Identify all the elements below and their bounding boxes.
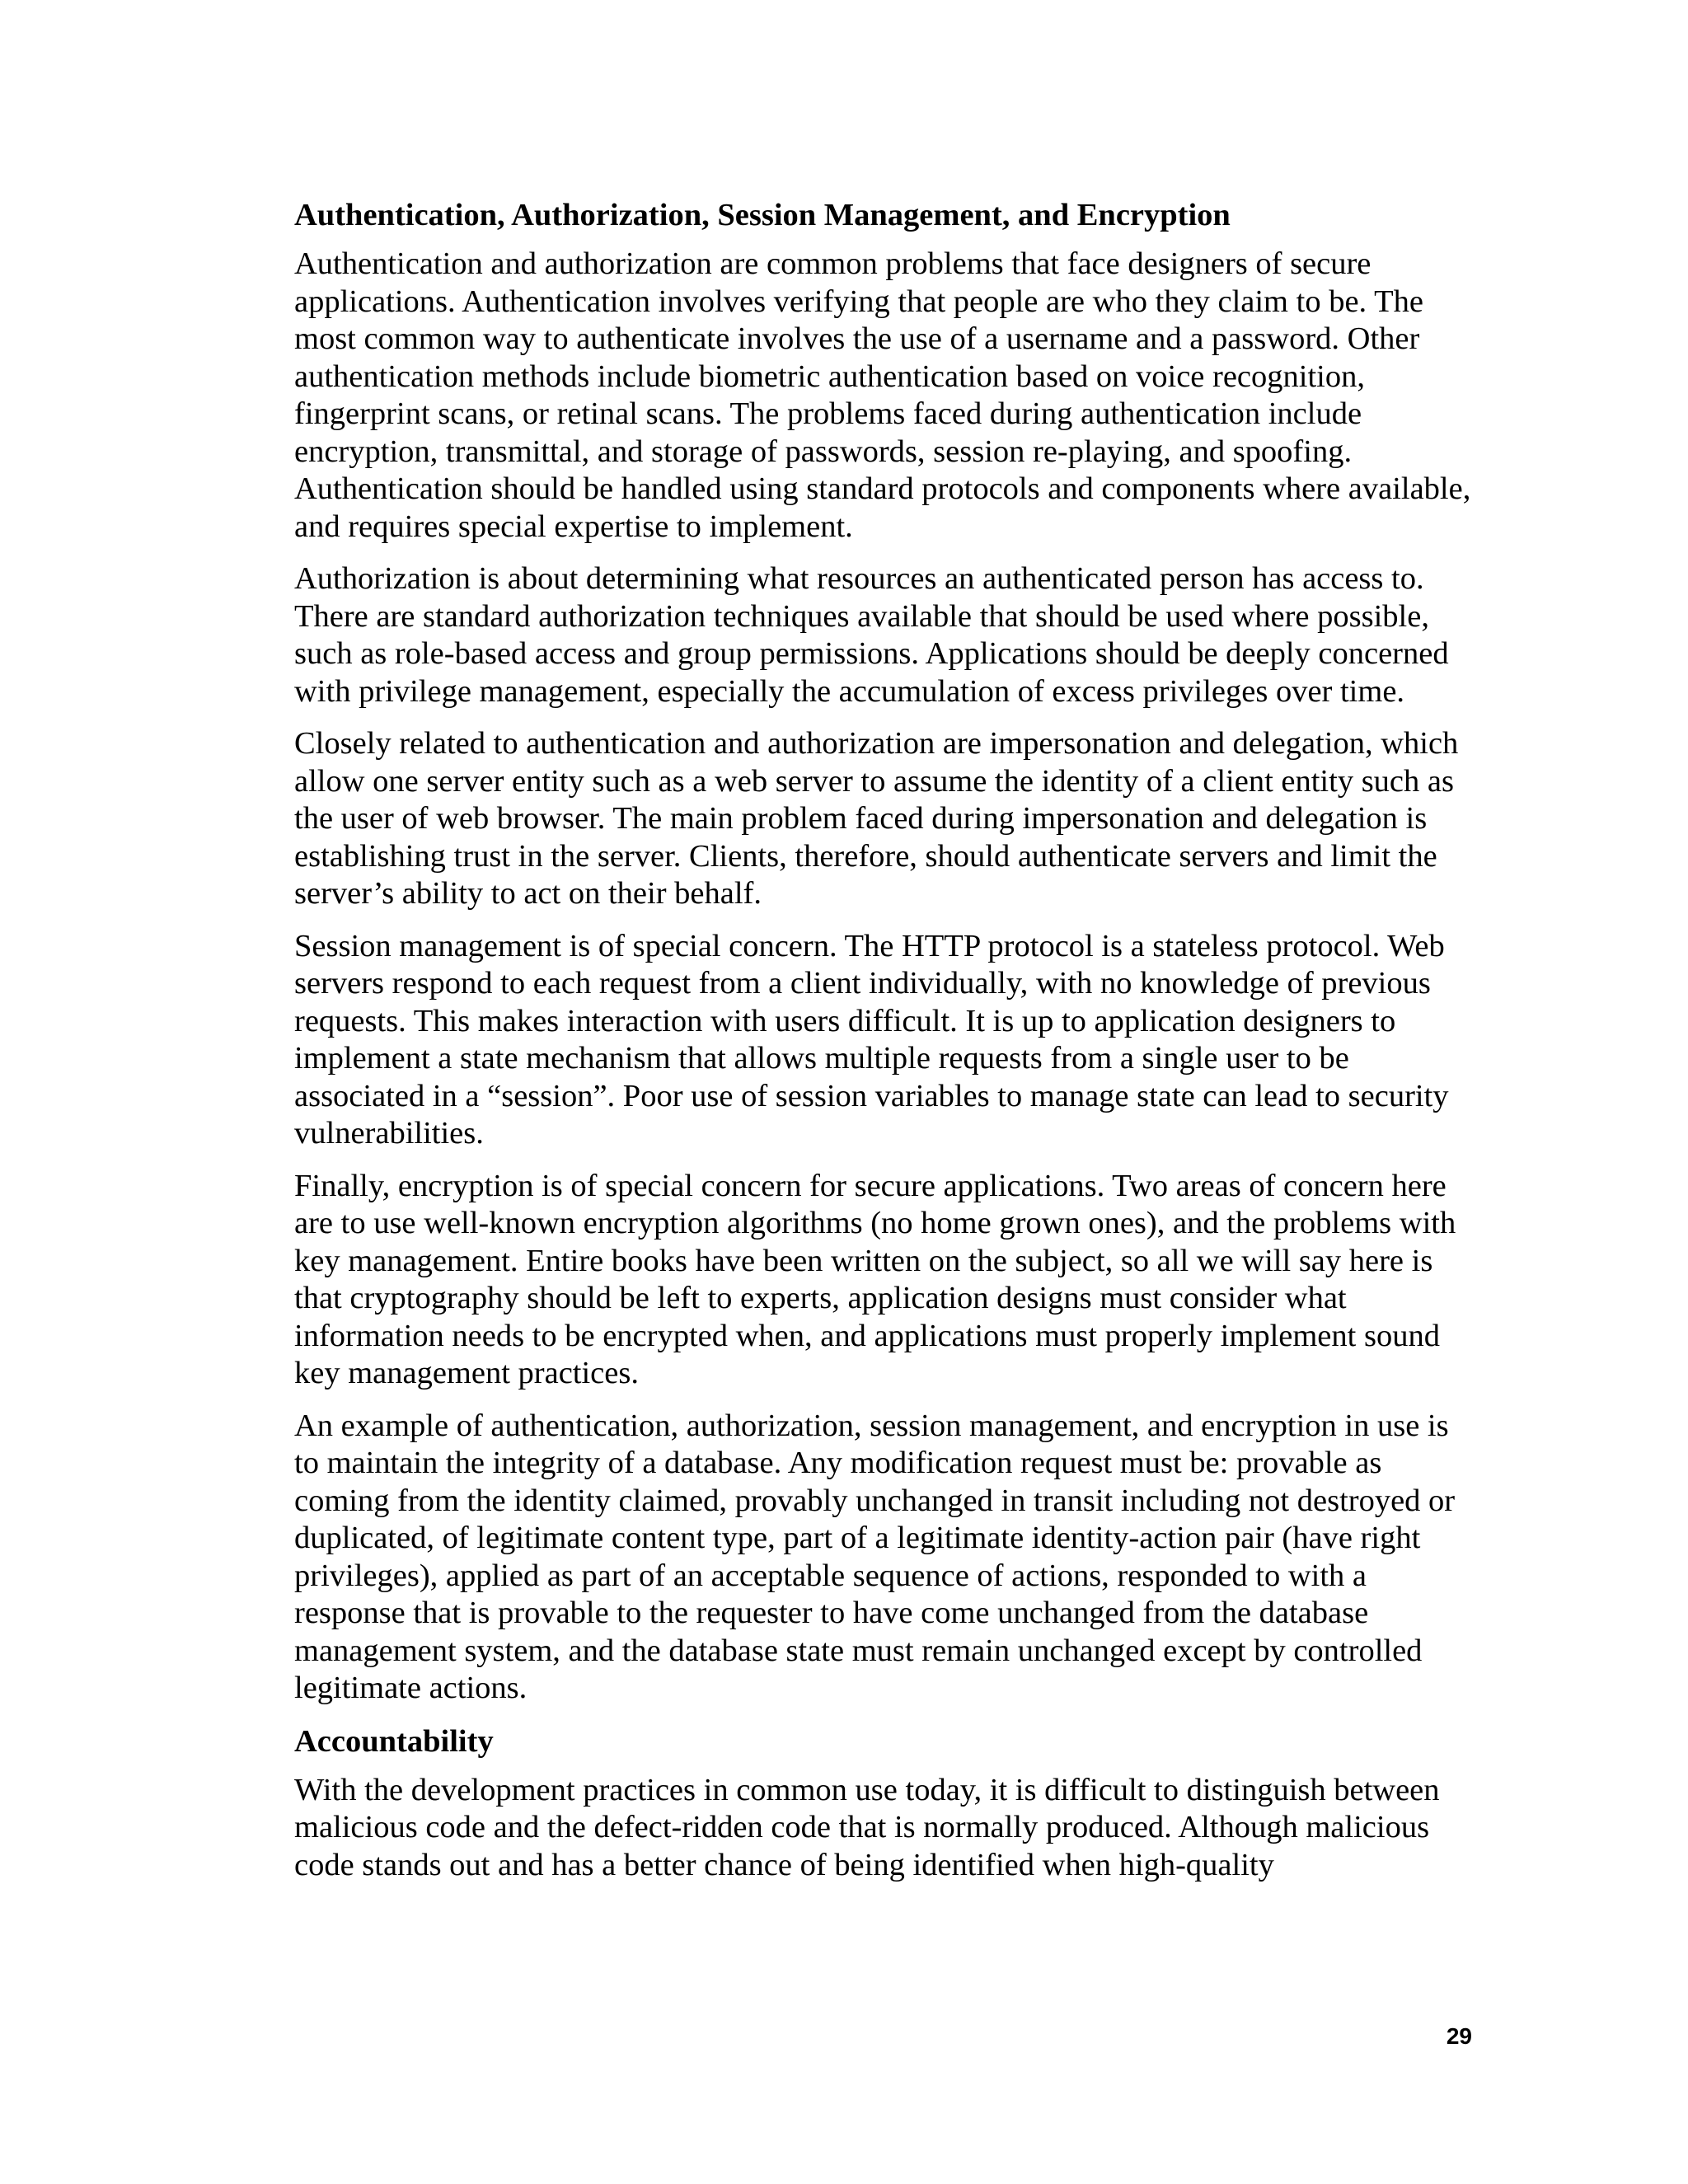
page-number: 29 [1446, 2023, 1472, 2049]
paragraph-authorization: Authorization is about determining what resources an authenticated person has access to. There are standard authorization techniques available that should be used where possible, such as role-based access and group permissions. Applications should be deeply concerned with privilege management, especially the accumulation of excess privileges over time. [294, 561, 1449, 709]
paragraph-encryption: Finally, encryption is of special concern for secure applications. Two areas of concern here are to use well-known encryption algorithms (no home grown ones), and the problems with key management. Entire books have been written on the subject, so all we will say here is that cryptography should be left to experts, application designs must consider what information needs to be encrypted when, and applications must properly implement sound key management practices. [294, 1168, 1456, 1390]
paragraph-authentication: Authentication and authorization are common problems that face designers of secure applications. Authentication involves verifying that people are who they claim to be. The most common way to authenticate involves the use of a username and a password. Other authentication methods include biometric authentication based on voice recognition, fingerprint scans, or retinal scans. The problems faced during authentication include encryption, transmittal, and storage of passwords, session re-playing, and spoofing. Authentication should be handled using standard protocols and components where available, and requires special expertise to implement. [294, 246, 1471, 544]
page-body [294, 196, 1475, 1899]
paragraph-accountability: With the development practices in common use today, it is difficult to distinguish between malicious code and the defect-ridden code that is normally produced. Although malicious code stands out and has a better chance of being identified when high-quality [294, 1772, 1440, 1882]
section-heading-authentication: Authentication, Authorization, Session Management, and Encryption [294, 198, 1231, 232]
section-heading-accountability: Accountability [294, 1723, 494, 1759]
paragraph-database-integrity-example: An example of authentication, authorization, session management, and encryption in use is to maintain the integrity of a database. Any modification request must be: provable as coming from the identity claimed, provably unchanged in transit including not destroyed or duplicated, of legitimate content type, part of a legitimate identity-action pair (have right privileges), applied as part of an acceptable sequence of actions, responded to with a response that is provable to the requester to have come unchanged from the database management system, and the database state must remain unchanged except by controlled legitimate actions. [294, 1408, 1456, 1705]
paragraph-impersonation-delegation: Closely related to authentication and authorization are impersonation and delegation, which allow one server entity such as a web server to assume the identity of a client entity such as the user of web browser. The main problem faced during impersonation and delegation is establishing trust in the server. Clients, therefore, should authenticate servers and limit the server’s ability to act on their behalf. [294, 726, 1459, 911]
paragraph-session-management: Session management is of special concern. The HTTP protocol is a stateless protocol. Web servers respond to each request from a client individually, with no knowledge of previous requests. This makes interaction with users difficult. It is up to application designers to implement a state mechanism that allows multiple requests from a single user to be associated in a “session”. Poor use of session variables to manage state can lead to security vulnerabilities. [294, 928, 1449, 1151]
